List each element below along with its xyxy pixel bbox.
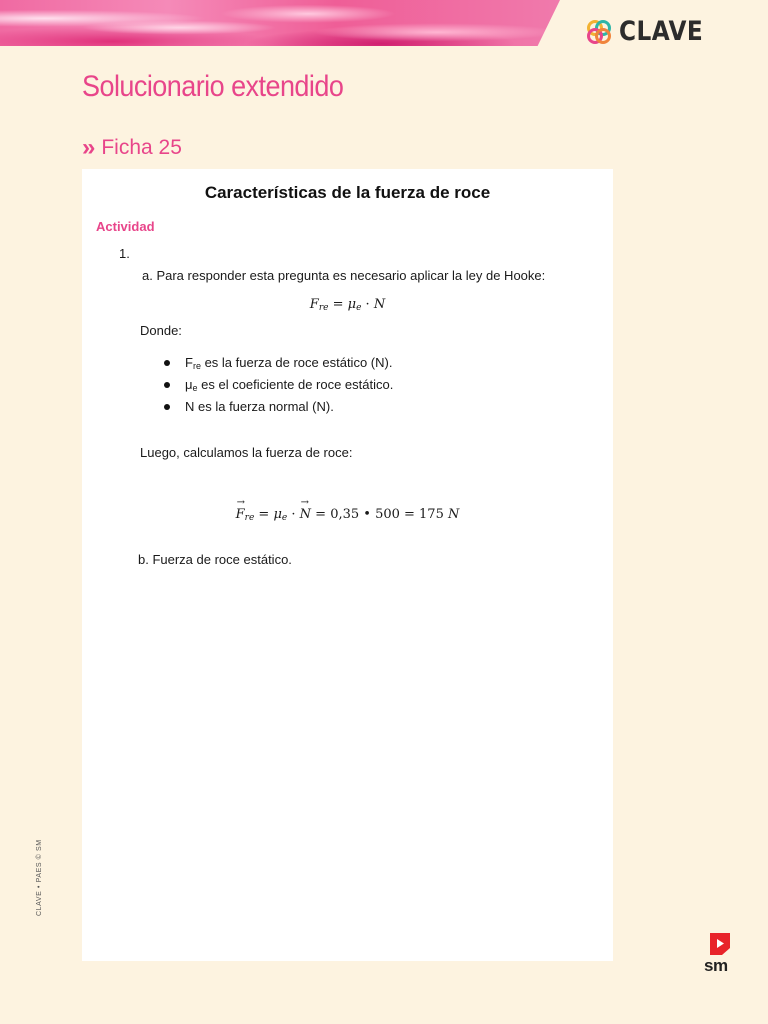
formula2-dot: · [287, 507, 300, 522]
definition-text: es el coeficiente de roce estático. [197, 377, 394, 392]
sm-logo [704, 931, 738, 976]
header-banner-image [0, 0, 560, 46]
formula1-mu-sub: e [356, 303, 362, 313]
formula-static-friction [82, 295, 613, 313]
definition-symbol: N [185, 399, 195, 414]
formula1-force-sub: re [318, 303, 329, 313]
formula2-equals: = [254, 507, 274, 522]
card-title: Características de la fuerza de roce [204, 183, 491, 202]
sm-wordmark: sm [704, 956, 728, 975]
bullet-icon [164, 360, 170, 366]
solution-card [82, 169, 613, 961]
formula1-mu: μ [347, 297, 357, 312]
formula2-force-sub: re [244, 513, 255, 523]
definition-symbol-sub: re [192, 361, 201, 371]
formula2-result: = 0,35 • 500 = 175 [311, 507, 448, 522]
definition-symbol: F [185, 355, 193, 370]
clave-wordmark: CLAVE [619, 16, 704, 47]
definition-text: es la fuerza normal (N). [194, 399, 334, 414]
list-item [163, 374, 393, 396]
list-item [163, 396, 393, 418]
double-chevron-icon: » [82, 134, 90, 161]
ficha-label: Ficha 25 [101, 136, 182, 159]
definition-symbol-sub: e [192, 383, 198, 393]
definition-text: es la fuerza de roce estático (N). [200, 355, 393, 370]
definitions-list [163, 352, 393, 418]
formula2-force-vector [236, 507, 245, 522]
clave-logo [584, 16, 717, 47]
clave-rings-icon [584, 17, 614, 47]
definition-symbol: μ [185, 377, 193, 392]
ficha-heading [82, 136, 182, 160]
formula-friction-calculation [82, 505, 613, 523]
formula1-equals: = [328, 297, 348, 312]
formula2-normal: N [299, 507, 312, 522]
formula1-normal: N [373, 297, 386, 312]
sm-play-icon [707, 931, 733, 957]
formula2-mu: μ [273, 507, 282, 522]
copyright-note: CLAVE • PAES © SM [36, 839, 43, 916]
donde-label: Donde: [140, 323, 182, 338]
part-b-answer: b. Fuerza de roce estático. [138, 552, 292, 567]
formula1-force: F [309, 297, 319, 312]
formula1-dot: · [361, 297, 374, 312]
formula2-unit: N [447, 507, 460, 522]
part-a-intro: a. Para responder esta pregunta es necesario aplicar la ley de Hooke: [142, 268, 546, 283]
item-number: 1. [119, 246, 130, 261]
bullet-icon [164, 404, 170, 410]
formula2-normal-vector [300, 507, 311, 522]
activity-label: Actividad [96, 219, 155, 234]
document-title: Solucionario extendido [82, 70, 344, 103]
formula2-mu-sub: e [281, 513, 288, 523]
luego-text: Luego, calculamos la fuerza de roce: [140, 445, 353, 460]
bullet-icon [164, 382, 170, 388]
formula2-force: F [235, 507, 245, 522]
list-item [163, 352, 393, 374]
